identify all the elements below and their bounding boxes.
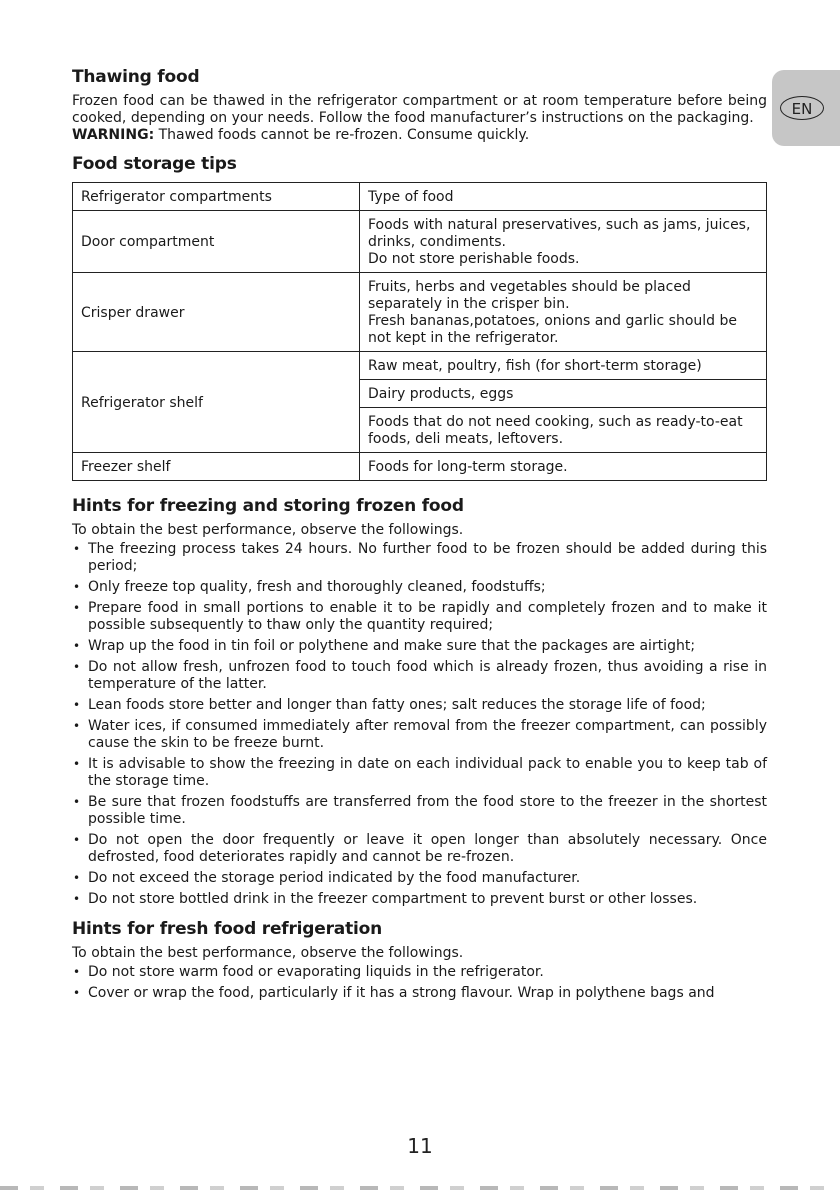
list-item: • Cover or wrap the food, particularly if it has a strong flavour. Wrap in polythene bags and bbox=[72, 985, 767, 1002]
manual-page bbox=[72, 66, 767, 1012]
storage-tips-section bbox=[72, 153, 767, 481]
fresh-list bbox=[72, 964, 767, 1002]
list-item: • Do not exceed the storage period indicated by the food manufacturer. bbox=[72, 870, 767, 887]
fresh-section bbox=[72, 918, 767, 1002]
list-item: • The freezing process takes 24 hours. No further food to be frozen should be added during this period; bbox=[72, 541, 767, 575]
table-header-cell: Refrigerator compartments bbox=[73, 183, 360, 211]
language-tab bbox=[772, 70, 840, 146]
freezing-list bbox=[72, 541, 767, 908]
compartment-cell: Crisper drawer bbox=[73, 273, 360, 352]
food-line: Foods with natural preservatives, such as jams, juices, drinks, condiments. bbox=[368, 217, 751, 250]
compartment-cell: Door compartment bbox=[73, 211, 360, 273]
warning-text: Thawed foods cannot be re-frozen. Consume quickly. bbox=[154, 127, 530, 143]
table-row bbox=[73, 211, 767, 273]
thawing-warning bbox=[72, 127, 767, 144]
fresh-heading: Hints for fresh food refrigeration bbox=[72, 919, 382, 939]
food-line: Fruits, herbs and vegetables should be placed separately in the crisper bin. bbox=[368, 279, 691, 312]
storage-table bbox=[72, 182, 767, 481]
food-line: Fresh bananas,potatoes, onions and garlic should be not kept in the refrigerator. bbox=[368, 313, 737, 346]
compartment-cell: Refrigerator shelf bbox=[73, 352, 360, 453]
scan-edge-divider bbox=[0, 1186, 840, 1190]
food-line: Do not store perishable foods. bbox=[368, 251, 580, 267]
compartment-cell: Freezer shelf bbox=[73, 453, 360, 481]
food-cell: Raw meat, poultry, fish (for short-term storage) bbox=[360, 352, 767, 380]
freezing-intro: To obtain the best performance, observe the followings. bbox=[72, 522, 464, 538]
list-item: • It is advisable to show the freezing in date on each individual pack to enable you to keep tab of the storage time. bbox=[72, 756, 767, 790]
list-item: • Do not store bottled drink in the freezer compartment to prevent burst or other losses. bbox=[72, 891, 767, 908]
page-number: 11 bbox=[407, 1134, 433, 1158]
warning-label: WARNING: bbox=[72, 127, 155, 143]
list-item: • Lean foods store better and longer than fatty ones; salt reduces the storage life of food; bbox=[72, 697, 767, 714]
table-header-cell: Type of food bbox=[360, 183, 767, 211]
freezing-heading: Hints for freezing and storing frozen food bbox=[72, 496, 464, 516]
food-cell bbox=[360, 273, 767, 352]
food-cell: Foods for long-term storage. bbox=[360, 453, 767, 481]
list-item: • Do not open the door frequently or leave it open longer than absolutely necessary. Once defrosted, food deteriorates rapidly and cannot be re-frozen. bbox=[72, 832, 767, 866]
thawing-heading: Thawing food bbox=[72, 67, 200, 87]
list-item: • Do not allow fresh, unfrozen food to touch food which is already frozen, thus avoiding a rise in temperature of the latter. bbox=[72, 659, 767, 693]
storage-tips-heading: Food storage tips bbox=[72, 154, 237, 174]
fresh-intro: To obtain the best performance, observe the followings. bbox=[72, 945, 464, 961]
table-row bbox=[73, 352, 767, 380]
food-cell: Foods that do not need cooking, such as ready-to-eat foods, deli meats, leftovers. bbox=[360, 408, 767, 453]
thawing-body: Frozen food can be thawed in the refrigerator compartment or at room temperature before being cooked, depending on your needs. Follow the food manufacturer’s instructions on the packaging. bbox=[72, 93, 767, 126]
thawing-section bbox=[72, 66, 767, 144]
table-header-row bbox=[73, 183, 767, 211]
list-item: • Prepare food in small portions to enable it to be rapidly and completely frozen and to make it possible subsequently to thaw only the quantity required; bbox=[72, 600, 767, 634]
freezing-section bbox=[72, 495, 767, 908]
list-item: • Wrap up the food in tin foil or polythene and make sure that the packages are airtight; bbox=[72, 638, 767, 655]
list-item: • Do not store warm food or evaporating liquids in the refrigerator. bbox=[72, 964, 767, 981]
list-item: • Be sure that frozen foodstuffs are transferred from the food store to the freezer in the shortest possible time. bbox=[72, 794, 767, 828]
table-row bbox=[73, 453, 767, 481]
food-cell: Dairy products, eggs bbox=[360, 380, 767, 408]
language-badge: EN bbox=[780, 96, 824, 120]
table-row bbox=[73, 273, 767, 352]
list-item: • Water ices, if consumed immediately after removal from the freezer compartment, can possibly cause the skin to be freeze burnt. bbox=[72, 718, 767, 752]
food-cell bbox=[360, 211, 767, 273]
list-item: • Only freeze top quality, fresh and thoroughly cleaned, foodstuffs; bbox=[72, 579, 767, 596]
